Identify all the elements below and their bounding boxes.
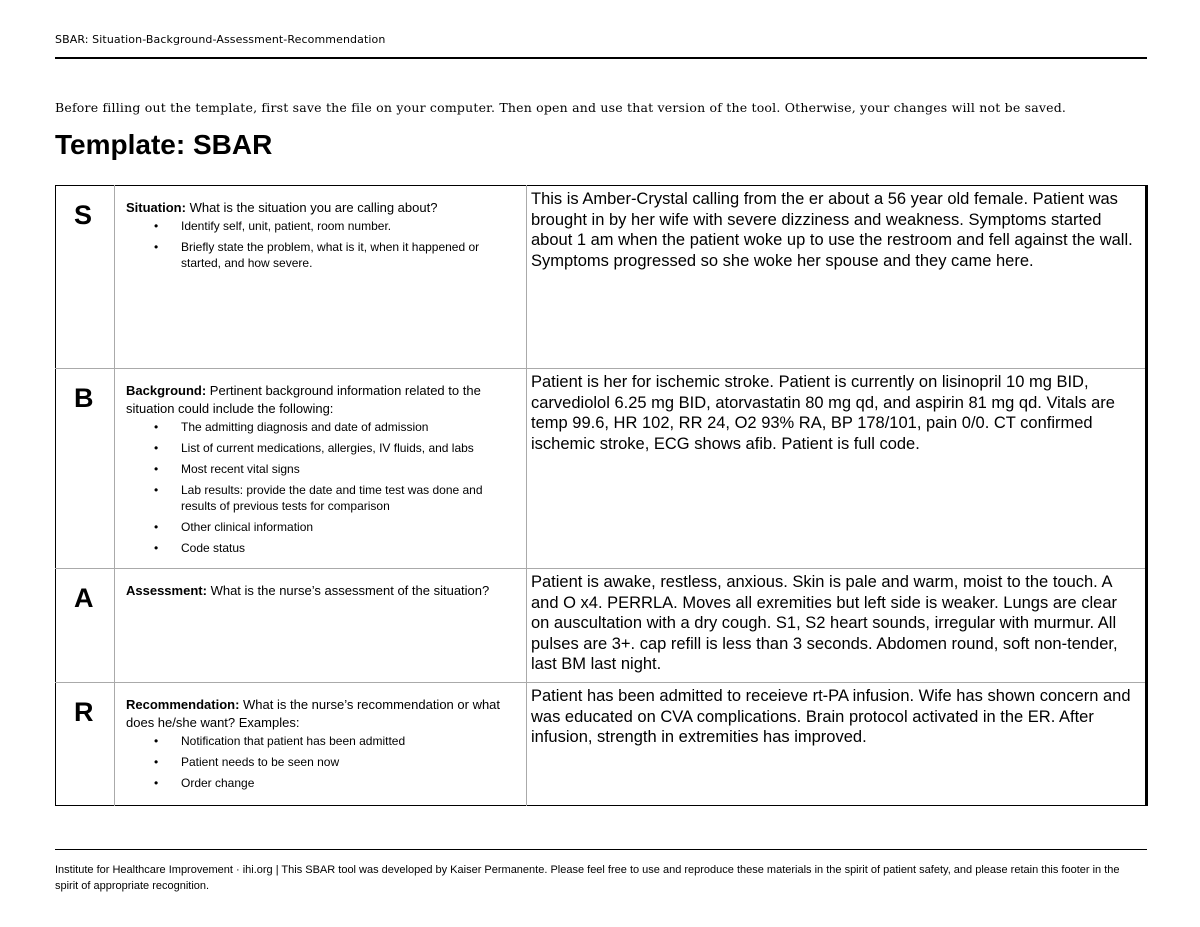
sbar-row-assessment xyxy=(56,569,1147,683)
header-divider xyxy=(55,57,1147,59)
prompt-bullet-list xyxy=(126,219,518,271)
prompt-bullet: • The admitting diagnosis and date of admission xyxy=(181,420,518,436)
sbar-row-recommendation xyxy=(56,683,1147,806)
prompt-bullet: • Order change xyxy=(181,776,518,792)
section-prompt: What is the nurse’s recommendation or what does he/she want? Examples: xyxy=(126,697,501,730)
document-header-title: SBAR: Situation-Background-Assessment-Recommendation xyxy=(55,33,386,46)
section-heading: Assessment: xyxy=(126,583,207,598)
prompt-cell xyxy=(115,369,527,569)
prompt-bullet: • Other clinical information xyxy=(181,520,518,536)
prompt-bullet: • Briefly state the problem, what is it, when it happened or started, and how severe. xyxy=(181,240,518,271)
letter-cell xyxy=(56,369,115,569)
section-prompt: What is the situation you are calling about? xyxy=(189,200,438,215)
situation-response[interactable]: This is Amber-Crystal calling from the er about a 56 year old female. Patient was brought in by her wife with severe dizziness and weakness. Symptoms started about 1 am when the patient woke up to use the restroom and fell against the wall. Symptoms progressed so she woke her spouse and they came here. xyxy=(531,190,1133,270)
section-letter: S xyxy=(74,200,93,230)
section-heading: Recommendation: xyxy=(126,697,240,712)
prompt-bullet-list xyxy=(126,734,518,792)
section-heading: Situation: xyxy=(126,200,186,215)
section-heading: Background: xyxy=(126,383,207,398)
prompt-bullet: • Notification that patient has been admitted xyxy=(181,734,518,750)
response-cell[interactable] xyxy=(527,186,1147,369)
prompt-bullet: • Code status xyxy=(181,541,518,557)
section-prompt: Pertinent background information related to the situation could include the following: xyxy=(126,383,481,416)
letter-cell xyxy=(56,569,115,683)
prompt-bullet: • Patient needs to be seen now xyxy=(181,755,518,771)
response-cell[interactable] xyxy=(527,569,1147,683)
sbar-row-background xyxy=(56,369,1147,569)
prompt-bullet: • Lab results: provide the date and time test was done and results of previous tests for comparison xyxy=(181,483,518,514)
footer-text: Institute for Healthcare Improvement · ihi.org | This SBAR tool was developed by Kaiser Permanente. Please feel free to use and reproduce these materials in the spirit of patient safety, and please retain this footer in the spirit of appropriate recognition. xyxy=(55,864,1120,892)
section-letter: R xyxy=(74,697,94,727)
section-letter: B xyxy=(74,383,94,413)
prompt-cell xyxy=(115,569,527,683)
footer-divider xyxy=(55,849,1147,850)
letter-cell xyxy=(56,683,115,806)
assessment-response[interactable]: Patient is awake, restless, anxious. Skin is pale and warm, moist to the touch. A and O x4. PERRLA. Moves all exremities but left side is weaker. Lungs are clear on auscultation with a dry cough. S1, S2 heart sounds, irregular with murmur. All pulses are 3+. cap refill is less than 3 seconds. Abdomen round, soft non-tender, last BM last night. xyxy=(531,573,1118,673)
sbar-row-situation xyxy=(56,186,1147,369)
response-cell[interactable] xyxy=(527,683,1147,806)
prompt-bullet: • Most recent vital signs xyxy=(181,462,518,478)
prompt-bullet: • List of current medications, allergies, IV fluids, and labs xyxy=(181,441,518,457)
sbar-table xyxy=(55,185,1148,806)
prompt-cell xyxy=(115,683,527,806)
prompt-bullet-list xyxy=(126,420,518,556)
section-prompt: What is the nurse’s assessment of the situation? xyxy=(210,583,490,598)
letter-cell xyxy=(56,186,115,369)
prompt-cell xyxy=(115,186,527,369)
page-title: Template: SBAR xyxy=(55,129,273,160)
instructions-text: Before filling out the template, first save the file on your computer. Then open and use that version of the tool. Otherwise, your changes will not be saved. xyxy=(55,100,1067,115)
response-cell[interactable] xyxy=(527,369,1147,569)
recommendation-response[interactable]: Patient has been admitted to receieve rt-PA infusion. Wife has shown concern and was educated on CVA complications. Brain protocol activated in the ER. After infusion, strength in extremities has improved. xyxy=(531,687,1131,746)
section-letter: A xyxy=(74,583,94,613)
prompt-bullet: • Identify self, unit, patient, room number. xyxy=(181,219,518,235)
background-response[interactable]: Patient is her for ischemic stroke. Patient is currently on lisinopril 10 mg BID, carvediolol 6.25 mg BID, atorvastatin 80 mg qd, and aspirin 81 mg qd. Vitals are temp 99.6, HR 102, RR 24, O2 93% RA, BP 178/101, pain 0/0. CT confirmed ischemic stroke, ECG shows afib. Patient is full code. xyxy=(531,373,1115,453)
